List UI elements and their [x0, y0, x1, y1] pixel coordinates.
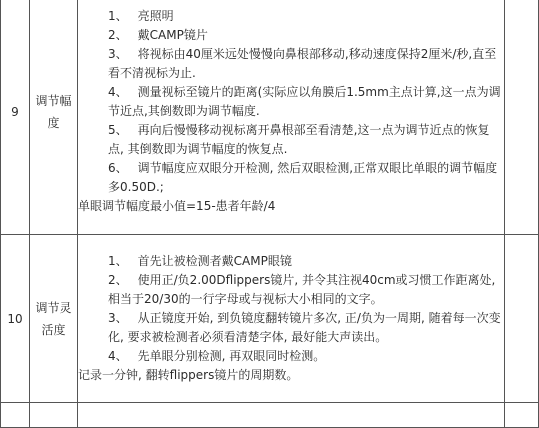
step-item: 2、 使用正/负2.00Dflippers镜片, 并令其注视40cm或习惯工作距离处, 相当于20/30的一行字母或与视标大小相同的文字。 — [108, 273, 496, 306]
step-item: 1、 首先让被检测者戴CAMP眼镜 — [108, 254, 292, 268]
row-title: 调节幅度 — [30, 0, 78, 235]
row-note: 记录一分钟, 翻转flippers镜片的周期数。 — [78, 368, 299, 382]
empty-cell — [30, 403, 78, 428]
row-number: 9 — [1, 0, 30, 235]
empty-cell — [78, 403, 505, 428]
step-item: 1、 亮照明 — [108, 9, 174, 23]
row-note: 单眼调节幅度最小值=15-患者年龄/4 — [78, 199, 276, 213]
table-row — [1, 403, 539, 428]
row-title: 调节灵活度 — [30, 235, 78, 403]
row-content — [78, 235, 505, 403]
step-item: 2、 戴CAMP镜片 — [108, 28, 208, 42]
empty-cell — [505, 403, 539, 428]
step-item: 4、 先单眼分别检测, 再双眼同时检测。 — [108, 349, 326, 363]
step-item: 3、 从正镜度开始, 到负镜度翻转镜片多次, 正/负为一周期, 随着每一次变化, 要求被检测者必须看清楚字体, 最好能大声读出。 — [108, 311, 501, 344]
row-number: 10 — [1, 235, 30, 403]
table-row — [1, 235, 539, 403]
empty-cell — [505, 235, 539, 403]
row-content — [78, 0, 505, 235]
step-item: 4、 测量视标至镜片的距离(实际应以角膜后1.5mm主点计算,这一点为调节近点,其倒数即为调节幅度. — [108, 85, 501, 118]
empty-cell — [1, 403, 30, 428]
table-row — [1, 0, 539, 235]
step-item: 3、 将视标由40厘米远处慢慢向鼻根部移动,移动速度保持2厘米/秒,直至看不清视标为止. — [108, 47, 497, 80]
empty-cell — [505, 0, 539, 235]
step-item: 6、 调节幅度应双眼分开检测, 然后双眼检测,正常双眼比单眼的调节幅度多0.50D.; — [108, 161, 498, 194]
step-item: 5、 再向后慢慢移动视标离开鼻根部至看清楚,这一点为调节近点的恢复点, 其倒数即为调节幅度的恢复点. — [108, 123, 490, 156]
